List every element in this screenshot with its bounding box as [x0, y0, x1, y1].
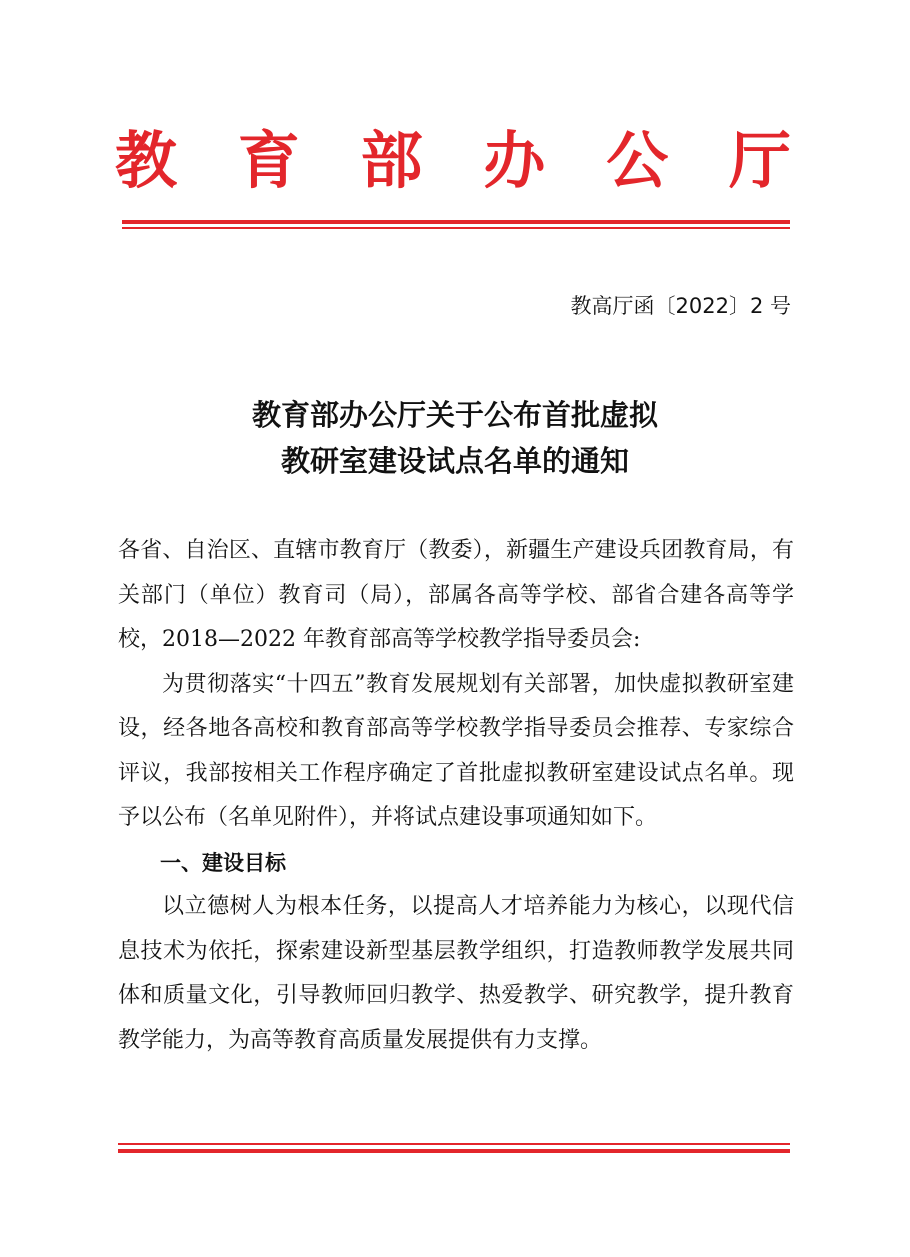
footer-rule-thin: [118, 1143, 790, 1145]
section-heading: 一、建设目标: [160, 850, 286, 875]
title-line-2: 教研室建设试点名单的通知: [280, 444, 629, 478]
document-title: [120, 392, 790, 484]
title-line-1: 教育部办公厅关于公布首批虚拟: [251, 398, 658, 432]
issuer-masthead: 教 育 部 办 公 厅: [115, 124, 791, 197]
header-rule-thin: [122, 227, 790, 229]
intro-paragraph: 为贯彻落实“十四五”教育发展规划有关部署，加快虚拟教研室建设，经各地各高校和教育部高等学校教学指导委员会推荐、专家综合评议，我部按相关工作程序确定了首批虚拟教研室建设试点名单。现予以公布（名单见附件），并将试点建设事项通知如下。: [118, 671, 794, 830]
footer-rule-thick: [118, 1149, 790, 1153]
document-body: [118, 529, 794, 1063]
header-rule-thick: [122, 220, 790, 224]
section-paragraph: 以立德树人为根本任务，以提高人才培养能力为核心，以现代信息技术为依托，探索建设新型基层教学组织，打造教师教学发展共同体和质量文化，引导教师回归教学、热爱教学、研究教学，提升教育教学能力，为高等教育高质量发展提供有力支撑。: [118, 894, 794, 1053]
salutation-paragraph: 各省、自治区、直辖市教育厅（教委），新疆生产建设兵团教育局，有关部门（单位）教育司（局），部属各高等学校、部省合建各高等学校，2018—2022 年教育部高等学校教学指导委员会:: [118, 538, 794, 652]
document-number: 教高厅函〔2022〕2 号: [570, 294, 791, 318]
